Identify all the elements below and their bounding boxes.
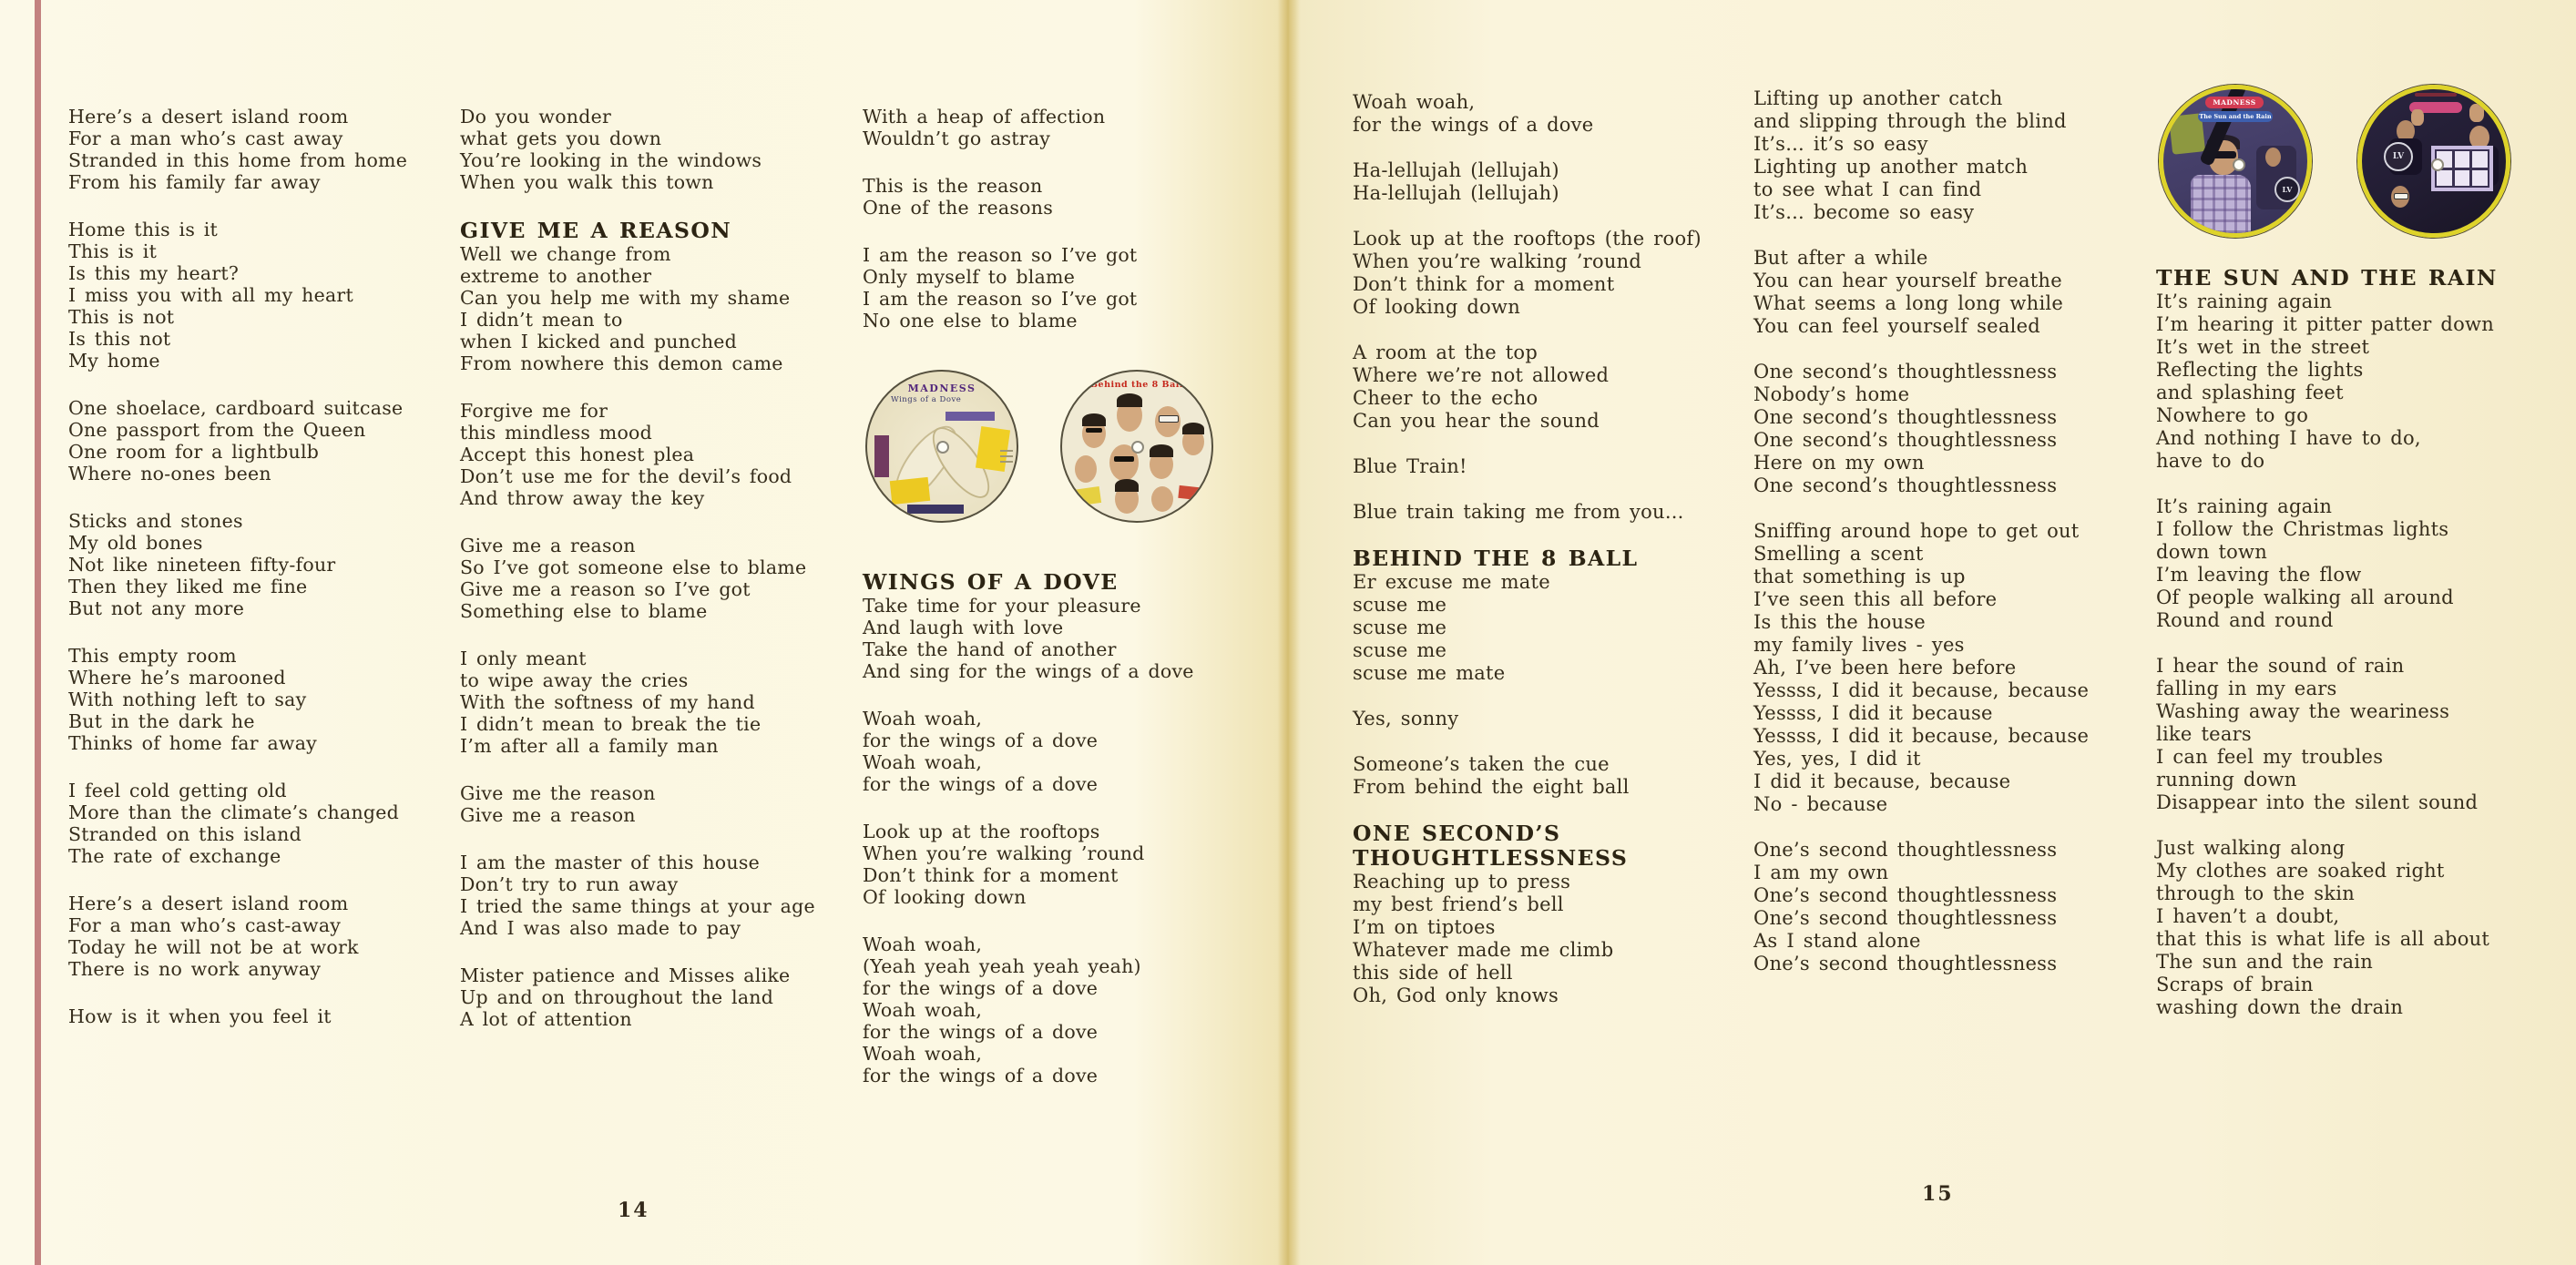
stanza [460, 964, 843, 1030]
stanza [2156, 266, 2566, 473]
lyrics-column-1 [1353, 91, 1735, 1030]
lyric-line: With the softness of my hand [460, 691, 755, 713]
stanza [863, 570, 1254, 682]
lyric-line: I did it because, because [1753, 770, 2011, 792]
lyric-line: for the wings of a dove [863, 773, 1099, 795]
stanza [68, 106, 442, 193]
stanza [460, 648, 843, 757]
collage-hair [1082, 413, 1106, 426]
lyric-line: As I stand alone [1753, 930, 1921, 952]
lyric-line: Is this the house [1753, 611, 1926, 633]
stanza [1353, 342, 1735, 433]
lyric-line: You’re looking in the windows [460, 149, 762, 171]
lyric-line: I tried the same things at your age [460, 895, 815, 917]
lyric-line: that something is up [1753, 566, 1966, 587]
lyric-line: Just walking along [2156, 837, 2346, 859]
stanza [1353, 546, 1735, 685]
lyric-line: The sun and the rain [2156, 951, 2373, 973]
disc-center-hole [936, 441, 949, 454]
red-artist-pill: MADNESS [2205, 97, 2264, 108]
lyrics-column-2 [460, 106, 843, 1056]
lyrics-column-3-top [863, 106, 1254, 357]
stanza [1753, 361, 2145, 497]
white-sunglasses-icon [2394, 193, 2408, 199]
lyric-line: for the wings of a dove [863, 1021, 1099, 1043]
lyric-line: One second’s thoughtlessness [1753, 361, 2058, 383]
lyric-line: Reflecting the lights [2156, 359, 2364, 381]
lyric-line: I am the reason so I’ve got [863, 288, 1138, 310]
stanza [863, 106, 1254, 149]
lyric-line: One passport from the Queen [68, 419, 366, 441]
lyric-line: scuse me [1353, 594, 1447, 616]
lyric-line: A room at the top [1353, 342, 1538, 363]
lyric-line: But in the dark he [68, 710, 255, 732]
lyric-line: One’s second thoughtlessness [1753, 884, 2058, 906]
lyrics-column-2 [1753, 87, 2145, 998]
stanza [460, 782, 843, 826]
song-title: WINGS OF A DOVE [863, 569, 1119, 595]
lyric-line: Round and round [2156, 609, 2334, 631]
disc-title-label: Wings of a Dove [891, 395, 962, 404]
lyric-line: for the wings of a dove [863, 1065, 1099, 1086]
lyric-line: Woah woah, [863, 708, 983, 729]
lyric-line: I am the reason so I’ve got [863, 244, 1138, 266]
disc-center-hole [2431, 158, 2444, 171]
collage-hair [1150, 444, 1173, 457]
lyric-line: This empty room [68, 645, 237, 667]
stanza [68, 397, 442, 485]
lyric-line: I feel cold getting old [68, 780, 287, 801]
stanza [1753, 87, 2145, 224]
lyric-line: Do you wonder [460, 106, 612, 128]
lyric-line: Woah woah, [863, 933, 983, 955]
lyric-line: From nowhere this demon came [460, 352, 783, 374]
lyric-line: I follow the Christmas lights [2156, 518, 2449, 540]
song-title: THE SUN AND THE RAIN [2156, 265, 2498, 291]
lyric-line: Here’s a desert island room [68, 893, 349, 914]
lyric-line: This is not [68, 306, 175, 328]
lyric-line: Cheer to the echo [1353, 387, 1538, 409]
lyric-line: I miss you with all my heart [68, 284, 353, 306]
lyric-line: Only myself to blame [863, 266, 1076, 288]
lyric-line: And laugh with love [863, 617, 1064, 638]
stanza [1353, 91, 1735, 137]
lv-roundel: LV [2274, 177, 2300, 202]
lyric-line: Nowhere to go [2156, 404, 2309, 426]
lyric-line: I’ve seen this all before [1753, 588, 1998, 610]
lyric-line: It’s raining again [2156, 291, 2333, 312]
window-pane [2437, 170, 2452, 187]
stanza [68, 645, 442, 754]
lyric-line: For a man who’s cast away [68, 128, 343, 149]
lyric-line: My clothes are soaked right [2156, 860, 2445, 882]
stanza [460, 852, 843, 939]
blue-title-pill: The Sun and the Rain [2199, 113, 2272, 120]
lyric-line: One’s second thoughtlessness [1753, 953, 2058, 974]
lyric-line: Scraps of brain [2156, 974, 2314, 995]
stanza [1753, 839, 2145, 975]
lyric-line: Give me a reason [460, 804, 636, 826]
stanza [460, 106, 843, 193]
lyric-line: One’s second thoughtlessness [1753, 907, 2058, 929]
lyric-line: Lighting up another match [1753, 156, 2029, 178]
lyric-line: Er excuse me mate [1353, 571, 1550, 593]
lyric-line: Well we change from [460, 243, 671, 265]
stanza [863, 244, 1254, 332]
lyric-line: Someone’s taken the cue [1353, 753, 1610, 775]
lyric-line: scuse me [1353, 617, 1447, 638]
lyric-line: Can you hear the sound [1353, 410, 1600, 432]
lyric-line: I’m leaving the flow [2156, 564, 2362, 586]
lyric-line: When you walk this town [460, 171, 714, 193]
lyric-line: Mister patience and Misses alike [460, 964, 791, 986]
lyric-line: Whatever made me climb [1353, 939, 1614, 961]
lyric-line: And nothing I have to do, [2156, 427, 2421, 449]
lyric-line: Don’t use me for the devil’s food [460, 465, 792, 487]
stanza [460, 535, 843, 622]
lyric-line: My home [68, 350, 160, 372]
lyric-line: This is the reason [863, 175, 1043, 197]
lyric-line: Forgive me for [460, 400, 608, 422]
stanza [1753, 520, 2145, 816]
lyric-line: Is this not [68, 328, 171, 350]
stanza [1353, 455, 1735, 478]
yellow-patch [976, 426, 1010, 472]
stanza [1353, 159, 1735, 205]
lyric-line: Nobody’s home [1753, 383, 1910, 405]
lyric-line: through to the skin [2156, 882, 2355, 904]
lyric-line: when I kicked and punched [460, 331, 738, 352]
lyric-line: But not any more [68, 597, 245, 619]
yellow-patch [890, 477, 930, 505]
lyric-line: Ha-lellujah (lellujah) [1353, 159, 1559, 181]
lyric-line: Can you help me with my shame [460, 287, 791, 309]
lyric-line: Yessss, I did it because [1753, 702, 1993, 724]
lyric-line: for the wings of a dove [863, 729, 1099, 751]
lyric-line: Oh, God only knows [1353, 984, 1559, 1006]
lyric-line: scuse me mate [1353, 662, 1506, 684]
maroon-patch [874, 435, 889, 477]
lyric-line: I didn’t mean to [460, 309, 623, 331]
stanza [1353, 501, 1735, 524]
lyric-line: There is no work anyway [68, 958, 322, 980]
sunglasses-icon [1086, 428, 1102, 433]
lyric-line: Not like nineteen fifty-four [68, 554, 336, 576]
small-label-line [2415, 93, 2457, 97]
lyric-line: Smelling a scent [1753, 543, 1924, 565]
lyric-line: Washing away the weariness [2156, 700, 2450, 722]
white-sunglasses-icon [1159, 415, 1179, 423]
lyric-line: My old bones [68, 532, 203, 554]
stanza [863, 821, 1254, 908]
collage-hair [1117, 393, 1142, 407]
lyric-line: Disappear into the silent sound [2156, 791, 2479, 813]
lyric-line: this side of hell [1353, 962, 1513, 984]
lyric-line: falling in my ears [2156, 678, 2337, 699]
lyric-line: for the wings of a dove [863, 977, 1099, 999]
red-accent [1178, 485, 1199, 500]
lyric-line: Here on my own [1753, 452, 1925, 474]
lyric-line: One second’s thoughtlessness [1753, 429, 2058, 451]
lv-roundel: LV [2384, 142, 2413, 171]
lyric-line: With a heap of affection [863, 106, 1106, 128]
lyric-line: Yessss, I did it because, because [1753, 679, 2090, 701]
lyric-line: Sniffing around hope to get out [1753, 520, 2080, 542]
lyric-line: Sticks and stones [68, 510, 243, 532]
stanza [863, 933, 1254, 1086]
lyric-line: From behind the eight ball [1353, 776, 1630, 798]
lyric-line: When you’re walking ’round [1353, 250, 1642, 272]
disc-center-hole [2233, 158, 2245, 171]
stanza [1353, 708, 1735, 730]
lyric-line: I’m on tiptoes [1353, 916, 1496, 938]
lyric-line: Where he’s marooned [68, 667, 286, 689]
lyric-line: Don’t think for a moment [863, 864, 1119, 886]
lyric-line: and splashing feet [2156, 382, 2344, 403]
lyric-line: The rate of exchange [68, 845, 281, 867]
stanza [2156, 837, 2566, 1019]
lyric-line: Yes, sonny [1353, 708, 1459, 729]
stanza [460, 400, 843, 509]
lyric-line: to wipe away the cries [460, 669, 689, 691]
lyric-line: Woah woah, [1353, 91, 1476, 113]
stanza [2156, 495, 2566, 632]
lyric-line: that this is what life is all about [2156, 928, 2490, 950]
lyric-line: Give me a reason so I’ve got [460, 578, 751, 600]
stanza [863, 708, 1254, 795]
window-pane [2472, 170, 2488, 187]
lyric-line: I haven’t a doubt, [2156, 905, 2340, 927]
lyric-line: For a man who’s cast-away [68, 914, 342, 936]
window-pane [2455, 170, 2470, 187]
lyric-line: this mindless mood [460, 422, 653, 444]
lyric-line: Don’t try to run away [460, 873, 679, 895]
lyric-line: One’s second thoughtlessness [1753, 839, 2058, 861]
lyric-line: Ah, I’ve been here before [1753, 657, 2017, 678]
lyric-line: Where no-ones been [68, 463, 271, 485]
lyric-line: I didn’t mean to break the tie [460, 713, 762, 735]
lyric-line: Take time for your pleasure [863, 595, 1141, 617]
lyric-line: Wouldn’t go astray [863, 128, 1051, 149]
lyric-line: A lot of attention [460, 1008, 632, 1030]
stanza [1353, 821, 1735, 1007]
lyric-line: I hear the sound of rain [2156, 655, 2405, 677]
lyric-line: Stranded on this island [68, 823, 302, 845]
lyric-line: One second’s thoughtlessness [1753, 474, 2058, 496]
lyric-line: One shoelace, cardboard suitcase [68, 397, 404, 419]
lyric-line: No one else to blame [863, 310, 1078, 332]
stanza [68, 1005, 442, 1027]
lyric-line: Something else to blame [460, 600, 708, 622]
lyric-line: One room for a lightbulb [68, 441, 320, 463]
lyric-line: When you’re walking ’round [863, 842, 1145, 864]
lyric-line: down town [2156, 541, 2268, 563]
stanza [68, 510, 442, 619]
disc-center-hole [1131, 441, 1144, 454]
lyric-line: Of looking down [863, 886, 1027, 908]
stanza [460, 219, 843, 374]
lyric-line: Woah woah, [863, 1043, 983, 1065]
lyric-line: Blue train taking me from you... [1353, 501, 1684, 523]
lyric-line: have to do [2156, 450, 2265, 472]
lyric-line: Lifting up another catch [1753, 87, 2003, 109]
lyric-line: what gets you down [460, 128, 662, 149]
fourth-picture-disc [2357, 85, 2510, 238]
lyric-line: Reaching up to press [1353, 871, 1571, 893]
lyric-line: and slipping through the blind [1753, 110, 2067, 132]
lyric-line: Give me a reason [460, 535, 636, 556]
lyric-line: It’s raining again [2156, 495, 2333, 517]
stanza [1753, 247, 2145, 338]
lyric-line: And throw away the key [460, 487, 705, 509]
lyric-line: washing down the drain [2156, 996, 2404, 1018]
lyric-line: Woah woah, [863, 751, 983, 773]
page-number-15: 15 [1922, 1182, 1954, 1206]
collage-face [1075, 455, 1097, 483]
lyric-line: One second’s thoughtlessness [1753, 406, 2058, 428]
lyric-line: Of people walking all around [2156, 587, 2454, 608]
dark-bar-shape [907, 505, 964, 514]
lyric-line: Blue Train! [1353, 455, 1467, 477]
lyric-line: You can hear yourself breathe [1753, 270, 2062, 291]
background-face [2265, 148, 2281, 167]
lyric-line: Take the hand of another [863, 638, 1117, 660]
picture-disc-row-left-page [865, 370, 1213, 523]
lyric-line: With nothing left to say [68, 689, 307, 710]
disc-artist-label: MADNESS [907, 383, 976, 394]
stanza [863, 175, 1254, 219]
waving-hand [2411, 109, 2424, 126]
lyrics-column-1 [68, 106, 442, 1053]
lyric-line: Look up at the rooftops [863, 821, 1100, 842]
page-fold-line [1287, 0, 1289, 1265]
lyric-line: Is this my heart? [68, 262, 240, 284]
lyric-line: From his family far away [68, 171, 321, 193]
lyric-line: And I was also made to pay [460, 917, 741, 939]
lyric-line: Here’s a desert island room [68, 106, 349, 128]
window-pane [2472, 151, 2488, 168]
wings-of-a-dove-picture-disc [865, 370, 1018, 523]
stanza [68, 219, 442, 372]
lyric-line: No - because [1753, 793, 1888, 815]
stanza [1353, 753, 1735, 799]
lyric-line: And sing for the wings of a dove [863, 660, 1194, 682]
lyric-line: for the wings of a dove [1353, 114, 1594, 136]
yellow-accent [1072, 486, 1101, 506]
lyric-line: Of looking down [1353, 296, 1520, 318]
behind-the-8-ball-picture-disc [1060, 370, 1213, 523]
lyric-line: I am the master of this house [460, 852, 760, 873]
lyric-line: It’s... become so easy [1753, 201, 1975, 223]
lyric-line: But after a while [1753, 247, 1928, 269]
fine-print-lines [1000, 450, 1013, 452]
lyric-line: Where we’re not allowed [1353, 364, 1610, 386]
lyric-line: So I’ve got someone else to blame [460, 556, 807, 578]
lyric-line: What seems a long long while [1753, 292, 2064, 314]
lyric-line: Don’t think for a moment [1353, 273, 1615, 295]
lyric-line: It’s wet in the street [2156, 336, 2370, 358]
lyric-line: I am my own [1753, 862, 1889, 883]
collage-hair [1115, 479, 1139, 492]
waving-hand [2469, 104, 2484, 122]
page-15 [1288, 0, 2576, 1265]
lyric-line: How is it when you feel it [68, 1005, 332, 1027]
lyric-line: my best friend’s bell [1353, 893, 1564, 915]
the-sun-and-the-rain-picture-disc [2159, 85, 2312, 238]
lyric-line: I can feel my troubles [2156, 746, 2384, 768]
disc-title-label: Behind the 8 Ball [1090, 380, 1183, 390]
lyric-line: Then they liked me fine [68, 576, 308, 597]
lyrics-column-3 [2156, 266, 2566, 1042]
lyric-line: scuse me [1353, 639, 1447, 661]
collage-hair [1182, 423, 1204, 434]
checked-jacket-shape [2191, 175, 2251, 238]
lyric-line: (Yeah yeah yeah yeah yeah) [863, 955, 1141, 977]
lyric-line: running down [2156, 769, 2297, 791]
window-pane [2455, 151, 2470, 168]
stanza [2156, 655, 2566, 814]
collage-face [1151, 486, 1173, 512]
lyric-line: Stranded in this home from home [68, 149, 408, 171]
lyric-line: to see what I can find [1753, 179, 1982, 200]
sunglasses-icon [1114, 456, 1134, 462]
lyric-line: Thinks of home far away [68, 732, 318, 754]
purple-bar-shape [946, 412, 995, 421]
lyric-line: You can feel yourself sealed [1753, 315, 2040, 337]
lyric-line: Up and on throughout the land [460, 986, 774, 1008]
lyric-line: I’m after all a family man [460, 735, 719, 757]
song-title: ONE SECOND’S THOUGHTLESSNESS [1353, 821, 1629, 871]
lyric-line: Woah woah, [863, 999, 983, 1021]
lyric-line: I only meant [460, 648, 587, 669]
lyric-line: extreme to another [460, 265, 652, 287]
lyrics-column-3-bottom [863, 570, 1254, 1112]
lyric-line: my family lives - yes [1753, 634, 1965, 656]
song-title: GIVE ME A REASON [460, 218, 732, 243]
page-number-14: 14 [618, 1199, 649, 1222]
lyric-line: Home this is it [68, 219, 219, 240]
lyric-line: One of the reasons [863, 197, 1053, 219]
lyric-line: This is it [68, 240, 158, 262]
lyric-line: Today he will not be at work [68, 936, 359, 958]
song-title: BEHIND THE 8 BALL [1353, 546, 1639, 571]
lyric-line: Give me the reason [460, 782, 656, 804]
lyric-line: More than the climate’s changed [68, 801, 400, 823]
picture-disc-row-right-page [2159, 85, 2510, 238]
lyric-line: Look up at the rooftops (the roof) [1353, 228, 1702, 250]
lyric-line: like tears [2156, 723, 2252, 745]
lyric-line: Ha-lellujah (lellujah) [1353, 182, 1559, 204]
lyric-line: I’m hearing it pitter patter down [2156, 313, 2495, 335]
stanza [68, 780, 442, 867]
lyric-line: Accept this honest plea [460, 444, 695, 465]
lyric-line: It’s... it’s so easy [1753, 133, 1928, 155]
lyric-line: Yes, yes, I did it [1753, 748, 1921, 770]
stanza [1353, 228, 1735, 319]
lyric-line: Yessss, I did it because, because [1753, 725, 2090, 747]
stanza [68, 893, 442, 980]
